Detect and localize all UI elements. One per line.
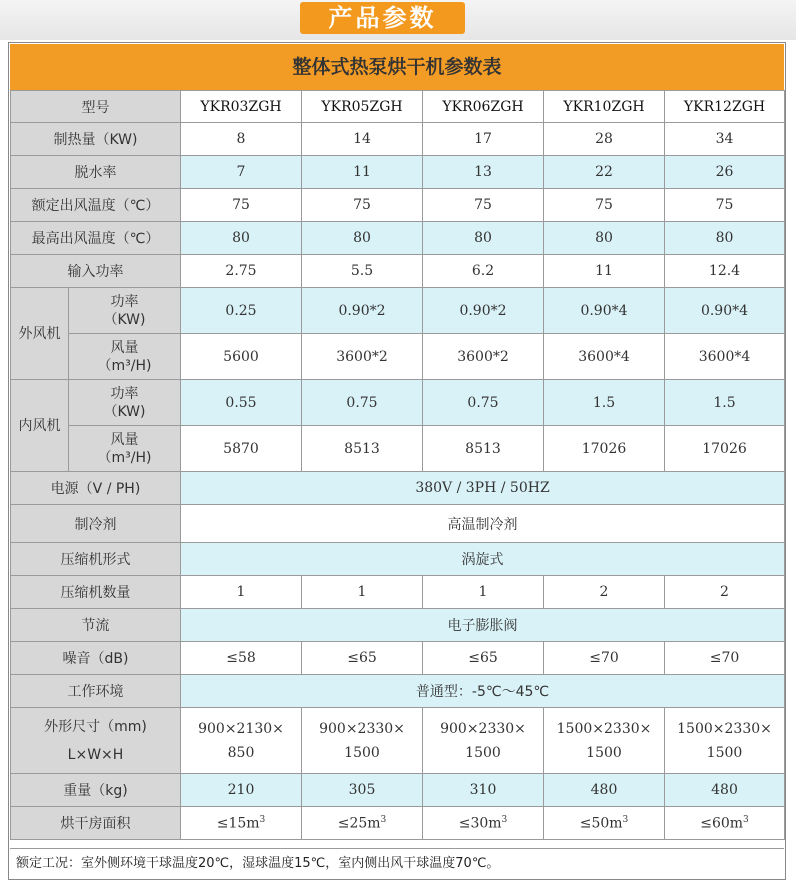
header-row (11, 91, 785, 123)
cell (302, 708, 423, 774)
area-value: ≤15m (216, 815, 260, 832)
cell: 17 (423, 123, 544, 156)
cell (181, 807, 302, 840)
cell: 14 (302, 123, 423, 156)
environment-row (11, 675, 785, 708)
sub-label-line: 功率 (110, 385, 139, 402)
cell: ≤70 (665, 642, 785, 675)
cell: 26 (665, 156, 785, 189)
cell: 8513 (302, 426, 423, 472)
row-label: 工作环境 (11, 675, 181, 708)
cell: 75 (544, 189, 665, 222)
cell: 2 (544, 576, 665, 609)
outer-fan-power-row (11, 288, 785, 334)
dimensions-row (11, 708, 785, 774)
cell (302, 807, 423, 840)
merged-cell: 涡旋式 (181, 543, 785, 576)
cell: 3600*4 (665, 334, 785, 380)
cell: 8 (181, 123, 302, 156)
cell (665, 708, 785, 774)
cell: 3600*4 (544, 334, 665, 380)
cell (181, 708, 302, 774)
cell: ≤58 (181, 642, 302, 675)
area-value: ≤60m (700, 815, 744, 832)
cell: 2 (665, 576, 785, 609)
outer-fan-air-row (11, 334, 785, 380)
compressor-type-row (11, 543, 785, 576)
cell: 305 (302, 774, 423, 807)
cell: 0.55 (181, 380, 302, 426)
row-label: 额定出风温度（℃） (11, 189, 181, 222)
area-value: ≤50m (579, 815, 623, 832)
cell: 8513 (423, 426, 544, 472)
compressor-qty-row (11, 576, 785, 609)
merged-cell: 高温制冷剂 (181, 505, 785, 543)
row-label: 重量（kg) (11, 774, 181, 807)
model-name: YKR03ZGH (181, 91, 302, 123)
cell: 17026 (665, 426, 785, 472)
cell: 1 (181, 576, 302, 609)
cell: 1 (302, 576, 423, 609)
sub-label-line: （m³/H) (97, 449, 152, 466)
rated-conditions-note: 额定工况：室外侧环境干球温度20℃，湿球温度15℃，室内侧出风干球温度70℃。 (10, 848, 784, 878)
cell: 1.5 (665, 380, 785, 426)
cell: 12.4 (665, 255, 785, 288)
cell: 11 (302, 156, 423, 189)
heat-row (11, 123, 785, 156)
sub-label-line: （KW) (103, 403, 146, 420)
unit-superscript: 3 (380, 814, 387, 825)
sub-label (69, 380, 181, 426)
cell: 5870 (181, 426, 302, 472)
cell: 11 (544, 255, 665, 288)
cell (423, 708, 544, 774)
cell: 80 (544, 222, 665, 255)
cell: 1.5 (544, 380, 665, 426)
row-label: 电源（V / PH) (11, 472, 181, 505)
sub-label-line: 功率 (110, 293, 139, 310)
cell: 17026 (544, 426, 665, 472)
cell: 28 (544, 123, 665, 156)
cell: 3600*2 (423, 334, 544, 380)
row-label: 节流 (11, 609, 181, 642)
cell: 1 (423, 576, 544, 609)
rated-temp-row (11, 189, 785, 222)
cell: 3600*2 (302, 334, 423, 380)
merged-cell: 电子膨胀阀 (181, 609, 785, 642)
row-label (11, 708, 181, 774)
sub-label-line: 外形尺寸（mm) (44, 718, 147, 735)
dehumid-row (11, 156, 785, 189)
cell (544, 807, 665, 840)
input-power-row (11, 255, 785, 288)
sub-label (69, 288, 181, 334)
cell: 480 (665, 774, 785, 807)
unit-superscript: 3 (622, 814, 629, 825)
area-value: ≤25m (337, 815, 381, 832)
cell: 75 (181, 189, 302, 222)
cell: 5600 (181, 334, 302, 380)
product-params-heading: 产品参数 (300, 2, 465, 34)
weight-row (11, 774, 785, 807)
sub-label (69, 426, 181, 472)
row-label: 脱水率 (11, 156, 181, 189)
inner-fan-group-label: 内风机 (11, 380, 69, 472)
row-label: 压缩机形式 (11, 543, 181, 576)
row-label: 制热量（KW) (11, 123, 181, 156)
cell: 310 (423, 774, 544, 807)
sub-label-line: L×W×H (67, 746, 124, 763)
cell: 0.90*2 (423, 288, 544, 334)
cell: 80 (302, 222, 423, 255)
model-name: YKR06ZGH (423, 91, 544, 123)
row-label: 输入功率 (11, 255, 181, 288)
noise-row (11, 642, 785, 675)
cell-line: 900×2330× (319, 720, 405, 737)
cell: ≤65 (423, 642, 544, 675)
cell: 80 (665, 222, 785, 255)
cell: 22 (544, 156, 665, 189)
cell (423, 807, 544, 840)
model-label: 型号 (11, 91, 181, 123)
merged-cell: 380V / 3PH / 50HZ (181, 472, 785, 505)
row-label: 烘干房面积 (11, 807, 181, 840)
cell: 80 (181, 222, 302, 255)
row-label: 压缩机数量 (11, 576, 181, 609)
cell: ≤65 (302, 642, 423, 675)
refrigerant-row (11, 505, 785, 543)
unit-superscript: 3 (259, 814, 266, 825)
model-name: YKR10ZGH (544, 91, 665, 123)
cell-line: 900×2330× (440, 720, 526, 737)
sub-label (69, 334, 181, 380)
row-label: 制冷剂 (11, 505, 181, 543)
cell: 0.75 (423, 380, 544, 426)
cell-line: 1500 (706, 744, 743, 761)
row-label: 噪音（dB) (11, 642, 181, 675)
cell: 13 (423, 156, 544, 189)
cell: 7 (181, 156, 302, 189)
cell: 75 (665, 189, 785, 222)
cell: 0.90*4 (544, 288, 665, 334)
cell: 75 (302, 189, 423, 222)
cell (544, 708, 665, 774)
area-value: ≤30m (458, 815, 502, 832)
merged-cell: 普通型：-5℃～45℃ (181, 675, 785, 708)
sub-label-line: （KW) (103, 311, 146, 328)
cell: 0.25 (181, 288, 302, 334)
cell-line: 1500 (465, 744, 501, 761)
cell-line: 850 (227, 744, 255, 761)
outer-fan-group-label: 外风机 (11, 288, 69, 380)
inner-fan-air-row (11, 426, 785, 472)
cell: 210 (181, 774, 302, 807)
cell-line: 1500 (586, 744, 622, 761)
row-label: 最高出风温度（℃） (11, 222, 181, 255)
cell: 34 (665, 123, 785, 156)
cell-line: 900×2130× (198, 720, 284, 737)
cell: 80 (423, 222, 544, 255)
room-area-row (11, 807, 785, 840)
sub-label-line: （m³/H) (97, 357, 152, 374)
throttle-row (11, 609, 785, 642)
cell: 2.75 (181, 255, 302, 288)
cell: 6.2 (423, 255, 544, 288)
cell (665, 807, 785, 840)
model-name: YKR12ZGH (665, 91, 785, 123)
max-temp-row (11, 222, 785, 255)
cell: ≤70 (544, 642, 665, 675)
cell-line: 1500×2330× (556, 720, 652, 737)
sub-label-line: 风量 (110, 339, 139, 356)
table-title: 整体式热泵烘干机参数表 (10, 44, 784, 90)
cell: 0.75 (302, 380, 423, 426)
cell-line: 1500 (344, 744, 380, 761)
cell: 0.90*2 (302, 288, 423, 334)
cell: 5.5 (302, 255, 423, 288)
cell: 480 (544, 774, 665, 807)
unit-superscript: 3 (501, 814, 508, 825)
spec-table (10, 90, 785, 840)
inner-fan-power-row (11, 380, 785, 426)
model-name: YKR05ZGH (302, 91, 423, 123)
cell-line: 1500×2330× (677, 720, 772, 737)
power-supply-row (11, 472, 785, 505)
cell: 0.90*4 (665, 288, 785, 334)
cell: 75 (423, 189, 544, 222)
unit-superscript: 3 (743, 814, 749, 825)
sub-label-line: 风量 (110, 431, 139, 448)
